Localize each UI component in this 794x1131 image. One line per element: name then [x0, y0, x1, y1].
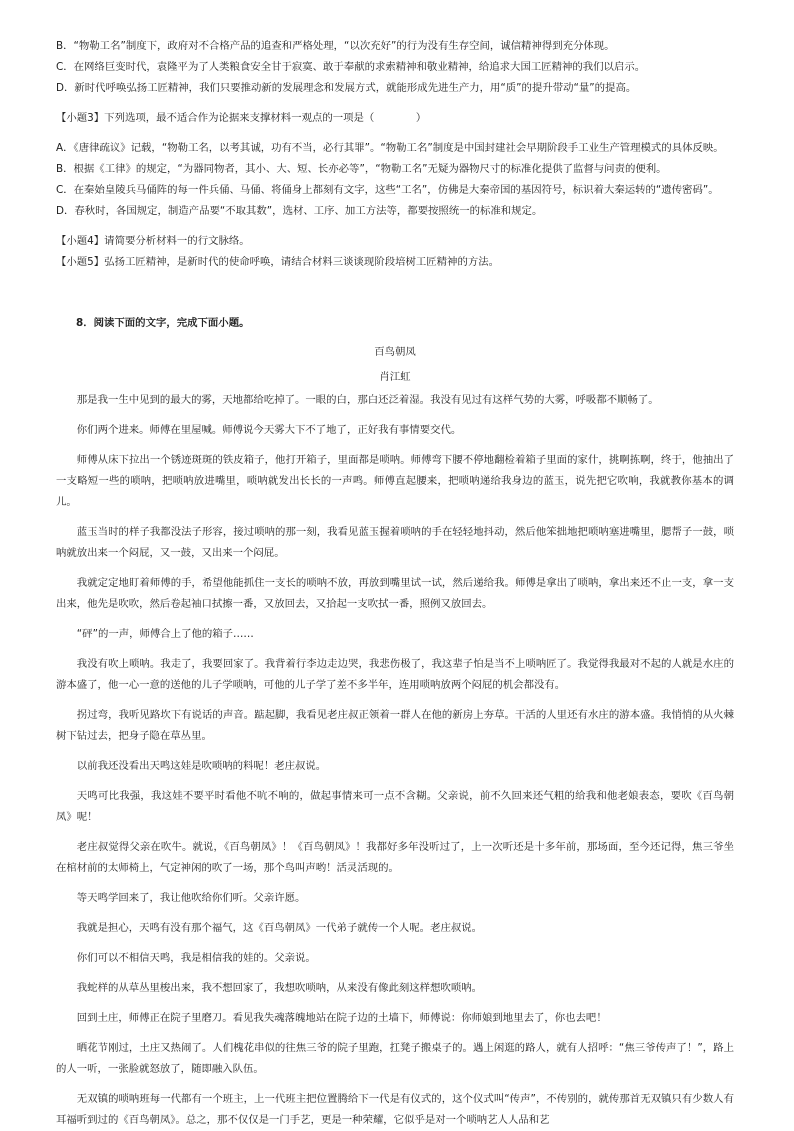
article-author: 肖江虹: [379, 371, 411, 383]
article-paragraph: 天鸣可比我强，我这娃不要平时看他不吭不响的，做起事情来可一点不含糊。父亲说，前不久回来还气粗的给我和他老娘表态，要吹《百鸟朝凤》呢！: [56, 790, 734, 823]
article-title: 百鸟朝凤: [374, 346, 416, 358]
article-paragraph: 师傅从床下拉出一个锈迹斑斑的铁皮箱子，他打开箱子，里面都是唢呐。师傅弯下腰不停地翻检着箱子里面的家什，挑啊拣啊，终于，他抽出了一支略短一些的唢呐，把唢呐放进嘴里，唢呐就发出长长的一声鸣。师傅直起腰来，把唢呐递给我身边的蓝玉，说先把它吹响，我就教你基本的调儿。: [56, 454, 734, 508]
article-paragraph: 拐过弯，我听见路坎下有说话的声音。踮起脚，我看见老庄叔正领着一群人在他的新房上夯草。干活的人里还有水庄的游本盛。我悄悄的从火棘树下钻过去，把身子隐在草丛里。: [56, 709, 734, 742]
question-3-option-b: B．根据《工律》的规定，“为器同物者，其小、大、短、长亦必等”，“物勒工名”无疑为器物尺寸的标准化提供了监督与问责的便利。: [56, 163, 667, 175]
question-3-option-d: D．春秋时，各国规定，制造产品要“不取其数”，选材、工序、加工方法等，都要按照统一的标准和规定。: [56, 205, 543, 217]
question-3: [56, 108, 734, 222]
article-paragraph: 老庄叔觉得父亲在吹牛。就说，《百鸟朝凤》！《百鸟朝凤》！我都好多年没听过了，上一次听还是十多年前，那场面，至今还记得，焦三爷坐在棺材前的太师椅上，气定神闲的吹了一场，那个鸟叫声哟！活灵活现的。: [56, 841, 734, 874]
article-paragraph: 无双镇的唢呐班每一代都有一个班主，上一代班主把位置腾给下一代是有仪式的，这个仪式叫“传声”，不传别的，就传那首无双镇只有少数人有耳福听到过的《百鸟朝凤》。总之，那不仅仅是一门手艺，更是一种荣耀，它似乎是对一个唢呐艺人人品和艺: [56, 1093, 734, 1126]
question-5: 【小题5】弘扬工匠精神，是新时代的使命呼唤，请结合材料三谈谈现阶段培树工匠精神的方法。: [56, 256, 500, 268]
previous-question-options: [56, 36, 734, 99]
article-paragraph: 我没有吹上唢呐。我走了，我要回家了。我背着行李边走边哭，我悲伤极了，我这辈子怕是当不上唢呐匠了。我觉得我最对不起的人就是水庄的游本盛了，他一心一意的送他的儿子学唢呐，可他的儿子学了差不多半年，连用唢呐放两个闷屁的机会都没有。: [56, 658, 734, 691]
article-paragraph: 我蛇样的从草丛里梭出来，我不想回家了，我想吹唢呐，从来没有像此刻这样想吹唢呐。: [76, 982, 483, 994]
section-8-heading: 8．阅读下面的文字，完成下面小题。: [76, 317, 250, 329]
article-paragraph: 以前我还没看出天鸣这娃是吹唢呐的料呢！老庄叔说。: [76, 760, 327, 772]
article-paragraph: 我就定定地盯着师傅的手，希望他能抓住一支长的唢呐不放，再放到嘴里试一试，然后递给我。师傅是拿出了唢呐，拿出来还不止一支，拿一支出来，他先是吹吹，然后卷起袖口拭擦一番，又放回去，又拾起一支吹拭一番，照例又放回去。: [56, 577, 734, 610]
article-paragraph: 你们两个进来。师傅在里屋喊。师傅说今天雾大下不了地了，正好我有事情要交代。: [76, 424, 462, 436]
question-3-option-c: C．在秦始皇陵兵马俑阵的每一件兵俑、马俑、将俑身上都刻有文字，这些“工名”，仿佛是大秦帝国的基因符号，标识着大秦运转的“遗传密码”。: [56, 184, 719, 196]
question-3-option-a: A．《唐律疏议》记载，“物勒工名，以考其诚，功有不当，必行其罪”。“物勒工名”制度是中国封建社会早期阶段手工业生产管理模式的具体反映。: [56, 142, 724, 154]
article-body: [56, 390, 734, 1131]
article-paragraph: 你们可以不相信天鸣，我是相信我的娃的。父亲说。: [76, 952, 316, 964]
article-paragraph: 那是我一生中见到的最大的雾，天地都给吃掉了。一眼的白，那白还泛着湿。我没有见过有这样气势的大雾，呼吸都不顺畅了。: [76, 394, 659, 406]
article-paragraph: 蓝玉当时的样子我都没法子形容，接过唢呐的那一刻，我看见蓝玉握着唢呐的手在轻轻地抖动，然后他笨拙地把唢呐塞进嘴里，腮帮子一鼓，唢呐就放出来一个闷屁，又一鼓，又出来一个闷屁。: [56, 526, 734, 559]
article-paragraph: 等天鸣学回来了，我让他吹给你们听。父亲许愿。: [76, 892, 306, 904]
option-c: C．在网络巨变时代，袁隆平为了人类粮食安全甘于寂寞、敢于奉献的求索精神和敬业精神，给追求大国工匠精神的我们以启示。: [56, 61, 646, 73]
article-paragraph: “砰”的一声，师傅合上了他的箱子……: [76, 628, 254, 640]
option-b: B．“物勒工名”制度下，政府对不合格产品的追查和严格处理，“以次充好”的行为没有生存空间，诚信精神得到充分体现。: [56, 40, 615, 52]
question-3-stem: 【小题3】下列选项，最不适合作为论据来支撑材料一观点的一项是（ ）: [56, 112, 427, 124]
article-paragraph: 回到土庄，师傅正在院子里磨刀。看见我失魂落魄地站在院子边的土墙下，师傅说：你师娘到地里去了，你也去吧！: [76, 1012, 607, 1024]
option-d: D．新时代呼唤弘扬工匠精神，我们只要推动新的发展理念和发展方式，就能形成先进生产力，用“质”的提升带动“量”的提高。: [56, 82, 637, 94]
question-4: 【小题4】请简要分析材料一的行文脉络。: [56, 235, 250, 247]
article-paragraph: 晒花节刚过，土庄又热闹了。人们槐花串似的往焦三爷的院子里跑，扛凳子搬桌子的。遇上闲逛的路人，就有人招呼：“焦三爷传声了！”，路上的人一听，一张脸就怒放了，随即融入队伍。: [56, 1042, 734, 1075]
article-paragraph: 我就是担心，天鸣有没有那个福气，这《百鸟朝凤》一代弟子就传一个人呢。老庄叔说。: [76, 922, 483, 934]
